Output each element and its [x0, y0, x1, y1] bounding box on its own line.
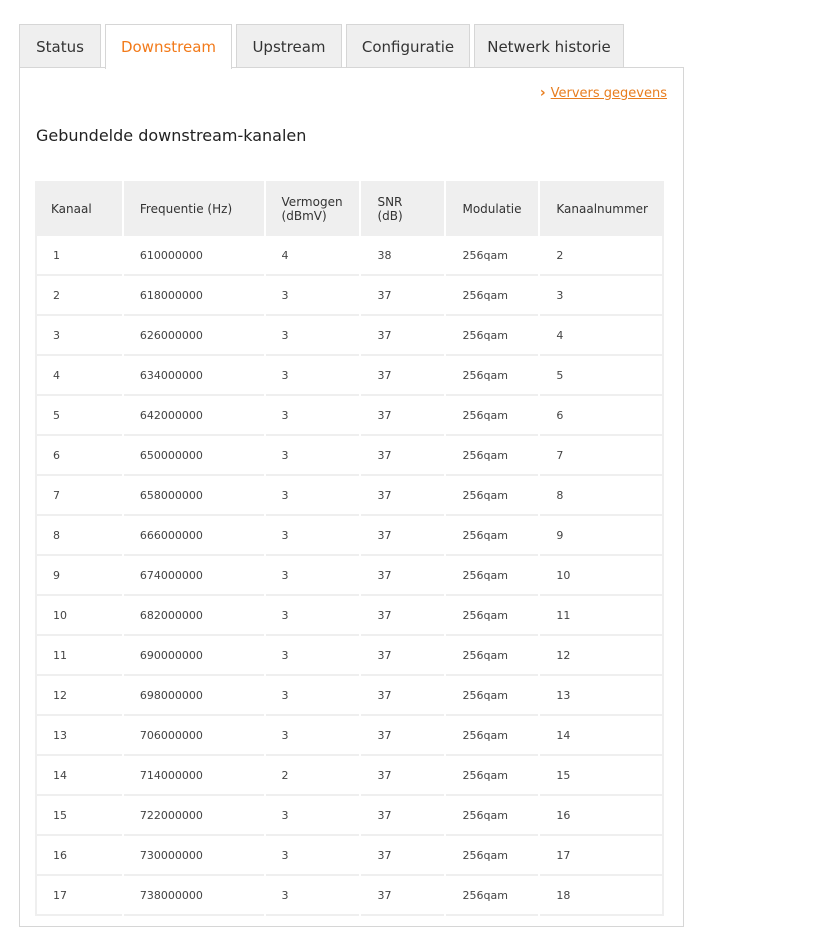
- cell-kanaalnummer: 10: [540, 556, 664, 596]
- header-kanaalnummer: Kanaalnummer: [540, 181, 664, 236]
- table-row: [35, 276, 664, 316]
- table-row: [35, 756, 664, 796]
- cell-snr: 37: [361, 876, 444, 916]
- cell-kanaalnummer: 8: [540, 476, 664, 516]
- cell-vermogen: 3: [266, 796, 360, 836]
- cell-frequentie: 706000000: [124, 716, 264, 756]
- tab-upstream[interactable]: Upstream: [236, 24, 342, 68]
- cell-frequentie: 634000000: [124, 356, 264, 396]
- cell-modulatie: 256qam: [446, 236, 538, 276]
- cell-kanaal: 1: [35, 236, 122, 276]
- cell-frequentie: 738000000: [124, 876, 264, 916]
- table-row: [35, 836, 664, 876]
- cell-modulatie: 256qam: [446, 356, 538, 396]
- cell-frequentie: 690000000: [124, 636, 264, 676]
- cell-kanaal: 4: [35, 356, 122, 396]
- table-row: [35, 796, 664, 836]
- table-row: [35, 516, 664, 556]
- cell-frequentie: 714000000: [124, 756, 264, 796]
- tab-downstream[interactable]: Downstream: [105, 24, 232, 69]
- chevron-right-icon: ›: [539, 85, 546, 101]
- cell-kanaalnummer: 7: [540, 436, 664, 476]
- cell-frequentie: 666000000: [124, 516, 264, 556]
- cell-snr: 37: [361, 796, 444, 836]
- table-row: [35, 596, 664, 636]
- cell-kanaal: 2: [35, 276, 122, 316]
- cell-kanaal: 16: [35, 836, 122, 876]
- table-row: [35, 876, 664, 916]
- table-row: [35, 236, 664, 276]
- refresh-link-label[interactable]: Ververs gegevens: [550, 85, 667, 101]
- cell-vermogen: 3: [266, 276, 360, 316]
- cell-modulatie: 256qam: [446, 796, 538, 836]
- cell-frequentie: 682000000: [124, 596, 264, 636]
- tab-configuratie[interactable]: Configuratie: [346, 24, 470, 68]
- downstream-panel: [19, 67, 684, 927]
- cell-modulatie: 256qam: [446, 476, 538, 516]
- header-snr: SNR (dB): [361, 181, 444, 236]
- cell-kanaalnummer: 18: [540, 876, 664, 916]
- cell-kanaalnummer: 14: [540, 716, 664, 756]
- cell-kanaal: 3: [35, 316, 122, 356]
- cell-kanaalnummer: 16: [540, 796, 664, 836]
- header-frequentie: Frequentie (Hz): [124, 181, 264, 236]
- cell-vermogen: 3: [266, 636, 360, 676]
- cell-kanaal: 7: [35, 476, 122, 516]
- tab-status[interactable]: Status: [19, 24, 101, 68]
- cell-frequentie: 642000000: [124, 396, 264, 436]
- table-body: [35, 236, 664, 916]
- cell-kanaalnummer: 17: [540, 836, 664, 876]
- cell-snr: 37: [361, 556, 444, 596]
- cell-modulatie: 256qam: [446, 836, 538, 876]
- cell-kanaal: 17: [35, 876, 122, 916]
- cell-vermogen: 3: [266, 676, 360, 716]
- table-row: [35, 436, 664, 476]
- cell-kanaal: 8: [35, 516, 122, 556]
- cell-snr: 37: [361, 676, 444, 716]
- cell-snr: 37: [361, 836, 444, 876]
- cell-modulatie: 256qam: [446, 516, 538, 556]
- cell-snr: 37: [361, 476, 444, 516]
- cell-modulatie: 256qam: [446, 756, 538, 796]
- cell-vermogen: 3: [266, 556, 360, 596]
- cell-kanaal: 14: [35, 756, 122, 796]
- cell-snr: 37: [361, 396, 444, 436]
- cell-snr: 37: [361, 356, 444, 396]
- cell-vermogen: 3: [266, 516, 360, 556]
- cell-kanaalnummer: 4: [540, 316, 664, 356]
- cell-kanaalnummer: 3: [540, 276, 664, 316]
- cell-kanaal: 11: [35, 636, 122, 676]
- header-vermogen: Vermogen (dBmV): [266, 181, 360, 236]
- cell-snr: 37: [361, 276, 444, 316]
- cell-kanaal: 5: [35, 396, 122, 436]
- cell-vermogen: 4: [266, 236, 360, 276]
- tab-netwerk-historie[interactable]: Netwerk historie: [474, 24, 624, 68]
- cell-snr: 38: [361, 236, 444, 276]
- cell-frequentie: 610000000: [124, 236, 264, 276]
- table-row: [35, 716, 664, 756]
- cell-frequentie: 626000000: [124, 316, 264, 356]
- header-kanaal: Kanaal: [35, 181, 122, 236]
- table-row: [35, 676, 664, 716]
- cell-kanaalnummer: 6: [540, 396, 664, 436]
- table-row: [35, 316, 664, 356]
- cell-modulatie: 256qam: [446, 276, 538, 316]
- table-header-row: [35, 181, 664, 236]
- cell-vermogen: 3: [266, 476, 360, 516]
- cell-kanaal: 9: [35, 556, 122, 596]
- cell-modulatie: 256qam: [446, 436, 538, 476]
- cell-kanaal: 10: [35, 596, 122, 636]
- cell-snr: 37: [361, 636, 444, 676]
- refresh-link[interactable]: [540, 85, 667, 101]
- cell-frequentie: 618000000: [124, 276, 264, 316]
- cell-modulatie: 256qam: [446, 676, 538, 716]
- tab-bar: [19, 24, 628, 68]
- cell-kanaalnummer: 9: [540, 516, 664, 556]
- cell-modulatie: 256qam: [446, 876, 538, 916]
- cell-snr: 37: [361, 756, 444, 796]
- cell-kanaalnummer: 2: [540, 236, 664, 276]
- table-row: [35, 636, 664, 676]
- cell-modulatie: 256qam: [446, 596, 538, 636]
- cell-modulatie: 256qam: [446, 716, 538, 756]
- cell-modulatie: 256qam: [446, 316, 538, 356]
- cell-kanaalnummer: 13: [540, 676, 664, 716]
- cell-kanaalnummer: 5: [540, 356, 664, 396]
- cell-frequentie: 730000000: [124, 836, 264, 876]
- header-modulatie: Modulatie: [446, 181, 538, 236]
- cell-kanaal: 13: [35, 716, 122, 756]
- cell-vermogen: 3: [266, 396, 360, 436]
- cell-vermogen: 3: [266, 876, 360, 916]
- cell-modulatie: 256qam: [446, 636, 538, 676]
- cell-kanaalnummer: 12: [540, 636, 664, 676]
- cell-kanaal: 6: [35, 436, 122, 476]
- cell-frequentie: 658000000: [124, 476, 264, 516]
- cell-snr: 37: [361, 316, 444, 356]
- cell-snr: 37: [361, 596, 444, 636]
- section-title: Gebundelde downstream-kanalen: [36, 126, 307, 145]
- cell-vermogen: 3: [266, 836, 360, 876]
- cell-vermogen: 2: [266, 756, 360, 796]
- table-row: [35, 356, 664, 396]
- cell-modulatie: 256qam: [446, 556, 538, 596]
- cell-kanaalnummer: 15: [540, 756, 664, 796]
- cell-frequentie: 674000000: [124, 556, 264, 596]
- cell-frequentie: 722000000: [124, 796, 264, 836]
- cell-snr: 37: [361, 436, 444, 476]
- downstream-channel-table: [33, 181, 666, 916]
- cell-frequentie: 650000000: [124, 436, 264, 476]
- cell-snr: 37: [361, 716, 444, 756]
- table-row: [35, 556, 664, 596]
- cell-vermogen: 3: [266, 596, 360, 636]
- table-row: [35, 396, 664, 436]
- cell-frequentie: 698000000: [124, 676, 264, 716]
- cell-vermogen: 3: [266, 356, 360, 396]
- cell-kanaalnummer: 11: [540, 596, 664, 636]
- cell-modulatie: 256qam: [446, 396, 538, 436]
- cell-vermogen: 3: [266, 316, 360, 356]
- table-row: [35, 476, 664, 516]
- cell-snr: 37: [361, 516, 444, 556]
- cell-kanaal: 12: [35, 676, 122, 716]
- cell-vermogen: 3: [266, 716, 360, 756]
- cell-kanaal: 15: [35, 796, 122, 836]
- cell-vermogen: 3: [266, 436, 360, 476]
